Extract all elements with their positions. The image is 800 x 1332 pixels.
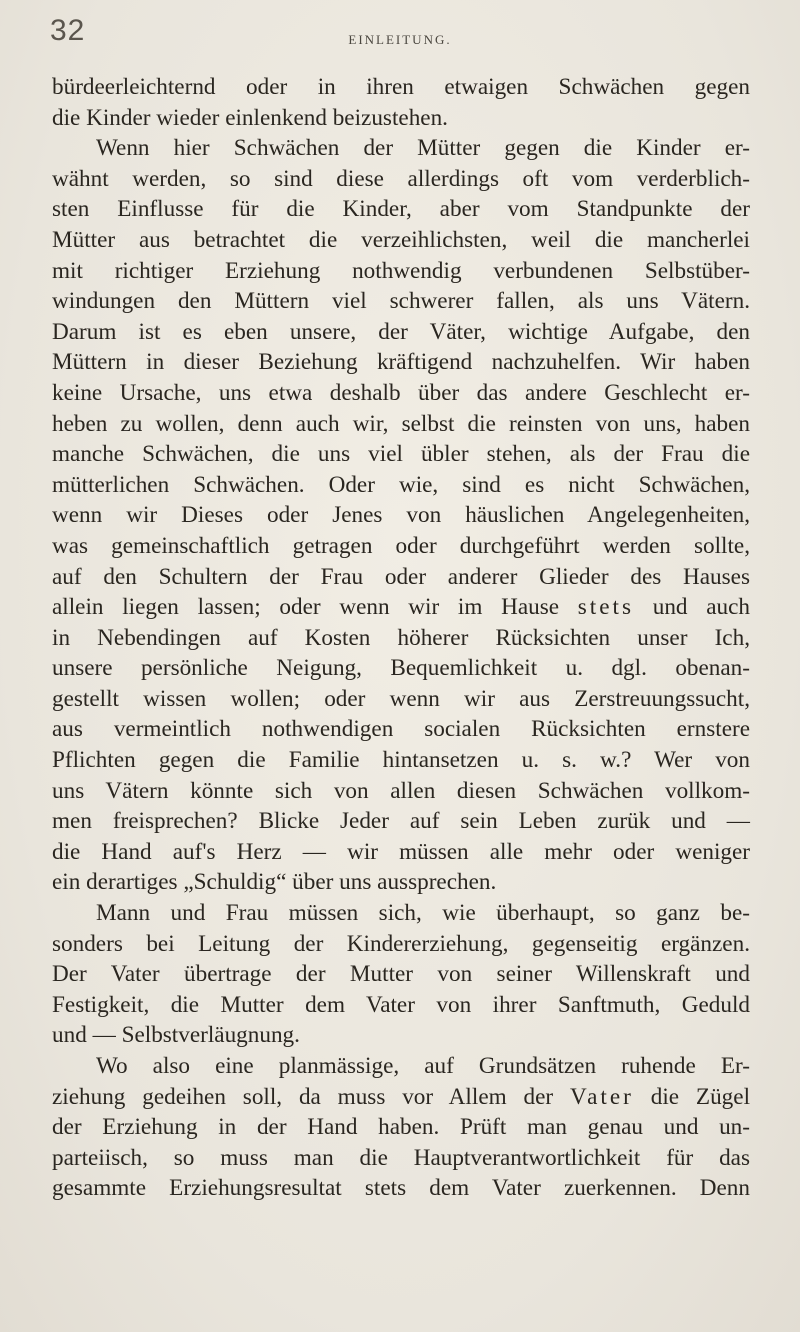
running-head: EINLEITUNG. [348,32,452,47]
text-line: aus vermeintlich nothwendigen socialen Rücksichten ernstere [52,716,750,743]
text-segment: und auch [652,594,751,621]
body-text [52,72,750,1204]
text-line: uns Vätern könnte sich von allen diesen Schwächen vollkom- [52,777,750,804]
text-line: die Kinder wieder einlenkend beizustehen. [52,104,448,131]
text-line-with-spaced-word [52,592,750,623]
page-number: 32 [50,14,86,47]
text-line: auf den Schultern der Frau oder anderer Glieder des Hauses [52,563,750,590]
text-line: mütterlichen Schwächen. Oder wie, sind es nicht Schwächen, [52,471,750,498]
text-line: windungen den Müttern viel schwerer fallen, als uns Vätern. [52,288,750,315]
text-line: wähnt werden, so sind diese allerdings oft vom verderblich- [52,165,750,192]
text-segment: ziehung gedeihen soll, da muss vor Allem der [52,1083,554,1110]
text-line: gesammte Erziehungsresultat stets dem Vater zuerkennen. Denn [52,1175,750,1202]
text-line: und — Selbstverläugnung. [52,1022,300,1049]
text-line: Pflichten gegen die Familie hintansetzen u. s. w.? Wer von [52,747,750,774]
text-line: Der Vater übertrage der Mutter von seiner Willenskraft und [52,961,750,988]
text-line: bürdeerleichternd oder in ihren etwaigen Schwächen gegen [52,74,750,100]
text-line: sonders bei Leitung der Kindererziehung, gegenseitig ergänzen. [52,930,750,957]
text-line: parteiisch, so muss man die Hauptverantwortlichkeit für das [52,1144,750,1171]
text-line: manche Schwächen, die uns viel übler stehen, als der Frau die [52,441,750,468]
text-line: was gemeinschaftlich getragen oder durchgeführt werden sollte, [52,532,750,559]
text-line: men freisprechen? Blicke Jeder auf sein Leben zurük und — [52,808,750,835]
text-segment: die Zügel [650,1083,751,1110]
text-line: Wo also eine planmässige, auf Grundsätzen ruhende Er- [96,1053,750,1079]
text-line: unsere persönliche Neigung, Bequemlichkeit u. dgl. obenan- [52,655,750,682]
text-line: Darum ist es eben unsere, der Väter, wichtige Aufgabe, den [52,318,750,345]
emphasized-word: stets [577,594,635,621]
text-line: Müttern in dieser Beziehung kräftigend nachzuhelfen. Wir haben [52,349,750,376]
text-line-with-spaced-word [52,1082,750,1113]
text-line: sten Einflusse für die Kinder, aber vom Standpunkte der [52,196,750,223]
text-line: gestellt wissen wollen; oder wenn wir aus Zerstreuungssucht, [52,685,750,712]
text-line: Mütter aus betrachtet die verzeihlichsten, weil die mancherlei [52,226,750,253]
text-line: in Nebendingen auf Kosten höherer Rücksichten unser Ich, [52,624,750,651]
text-line: wenn wir Dieses oder Jenes von häuslichen Angelegenheiten, [52,502,750,529]
text-line: mit richtiger Erziehung nothwendig verbundenen Selbstüber- [52,257,750,284]
text-line: die Hand auf's Herz — wir müssen alle mehr oder weniger [52,838,750,865]
text-line: ein derartiges „Schuldig“ über uns aussprechen. [52,869,497,896]
text-line: heben zu wollen, denn auch wir, selbst die reinsten von uns, haben [52,410,750,437]
text-line: Wenn hier Schwächen der Mütter gegen die Kinder er- [96,135,750,162]
text-line: keine Ursache, uns etwa deshalb über das andere Geschlecht er- [52,379,750,406]
text-line: Mann und Frau müssen sich, wie überhaupt, so ganz be- [96,900,750,927]
emphasized-word: Vater [569,1083,634,1110]
text-line: der Erziehung in der Hand haben. Prüft man genau und un- [52,1114,750,1141]
text-line: Festigkeit, die Mutter dem Vater von ihrer Sanftmuth, Geduld [52,991,750,1018]
text-segment: allein liegen lassen; oder wenn wir im Hause [52,594,560,621]
